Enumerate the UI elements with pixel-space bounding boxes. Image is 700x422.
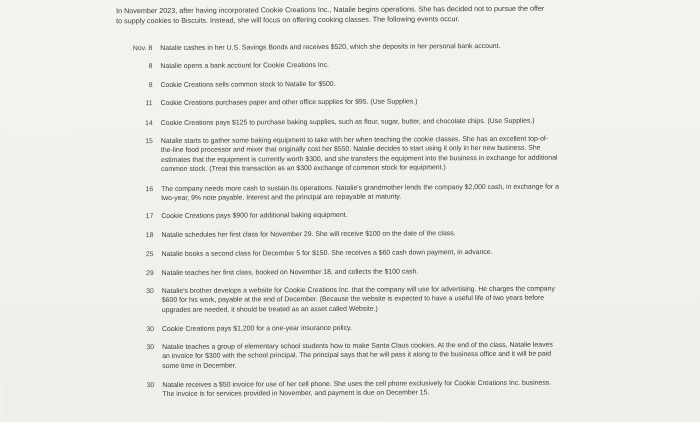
event-date: 29: [145, 270, 154, 278]
event-text: Cookie Creations pays $900 for additional baking equipment.: [161, 211, 348, 221]
event-row: [119, 117, 559, 128]
event-row: [118, 42, 558, 53]
event-row: [120, 379, 560, 399]
event-text: Cookie Creations pays $125 to purchase baking supplies, such as flour, sugar, butter, and chocolate chips. (Use Supplies.): [160, 117, 535, 128]
event-row: [119, 210, 559, 221]
event-text: Natalie's brother develops a website for Cookie Creations Inc. that the company will use for advertising. He charges the company $600 for his work, payable at the end of December. (Because the website is expected to have a useful life of two years before upgrades are needed, it should be treated as an asset called Website.): [161, 285, 555, 314]
event-row: [120, 341, 560, 370]
event-row: [118, 60, 558, 71]
intro-paragraph: In November 2023, after having incorporated Cookie Creations Inc., Natalie begins operations. She has decided not to pursue the offer to supply cookies to Biscuits. Instead, she will focus on offering cooking classes. The following events occur.: [116, 3, 545, 26]
event-row: [119, 135, 559, 174]
event-text: Cookie Creations pays $1,200 for a one-year insurance policy.: [161, 324, 352, 334]
event-row: [120, 267, 560, 278]
event-row: [120, 285, 560, 314]
event-date: 18: [145, 232, 154, 240]
event-date: 11: [145, 100, 153, 108]
event-text: Natalie receives a $50 invoice for use of her cell phone. She uses the cell phone exclusively for Cookie Creations Inc. business. The invoice is for services provided in November, and payment is due on December 15.: [162, 379, 552, 399]
event-row: [119, 97, 559, 108]
event-date: 8: [148, 63, 153, 71]
event-text: Cookie Creations purchases paper and other office supplies for $95. (Use Supplies.): [160, 98, 418, 108]
event-text: The company needs more cash to sustain its operations. Natalie's grandmother lends the company $2,000 cash, in exchange for a two-year, 9% note payable. Interest and the principal are repayable at maturity.: [161, 183, 559, 203]
event-text: Natalie opens a bank account for Cookie Creations Inc.: [160, 61, 329, 71]
event-date: 30: [146, 288, 154, 296]
event-date: 17: [145, 213, 154, 221]
event-row: [118, 79, 558, 90]
event-date: Nov. 8: [132, 45, 153, 53]
event-date: 25: [145, 251, 154, 259]
event-row: [120, 323, 560, 334]
event-date: 30: [146, 344, 155, 352]
event-row: [119, 229, 559, 240]
event-text: Natalie cashes in her U.S. Savings Bonds and receives $520, which she deposits in her personal bank account.: [160, 42, 501, 53]
event-date: 30: [146, 326, 155, 334]
event-text: Natalie teaches her first class, booked on November 18, and collects the $100 cash.: [161, 268, 419, 278]
event-text: Cookie Creations sells common stock to Natalie for $500.: [160, 80, 336, 90]
event-date: 14: [145, 120, 153, 128]
event-row: [119, 183, 559, 203]
event-date: 16: [145, 186, 154, 194]
event-text: Natalie schedules her first class for November 29. She will receive $100 on the date of the class.: [161, 230, 456, 240]
event-text: Natalie teaches a group of elementary school students how to make Santa Claus cookies. At the end of the class, Natalie leaves an invoice for $300 with the school principal. The principal says that he will pass it along to the business office and it will be paid some time in December.: [162, 341, 553, 370]
event-text: Natalie books a second class for December 5 for $150. She receives a $60 cash down payment, in advance.: [161, 248, 493, 259]
event-text: Natalie starts to gather some baking equipment to take with her when teaching the cookie classes. She has an excellent top-of-the-line food processor and mixer that originally cost her $550. Natalie decides to start using it only in her new business. She estimates that the equipment is currently worth $300, and she transfers the equipment into the business in exchange for additional common stock. (Treat this transaction as an $300 exchange of common stock for equipment.): [160, 135, 558, 174]
event-date: 30: [146, 382, 155, 390]
event-row: [120, 248, 560, 259]
event-date: 8: [148, 82, 153, 90]
event-date: 15: [145, 138, 153, 146]
